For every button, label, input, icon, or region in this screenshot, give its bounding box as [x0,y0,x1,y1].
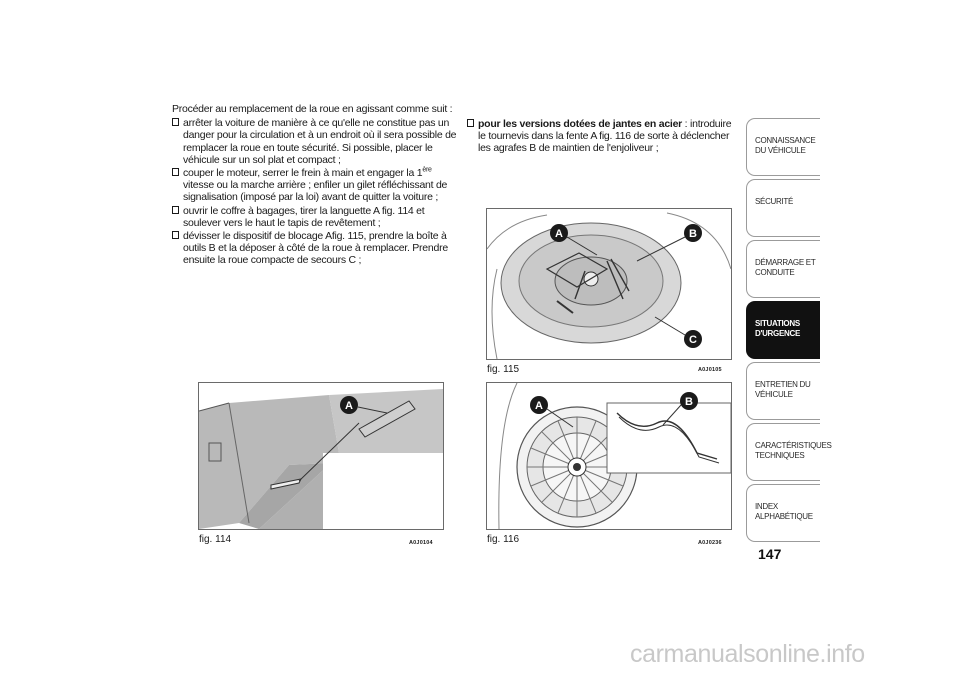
fig-116-caption: fig. 116 [487,534,520,545]
checkbox-bullet-icon [172,118,179,126]
callout-c: C [689,334,697,346]
fig-115-caption: fig. 115 [487,364,520,375]
trunk-illustration [199,383,443,529]
fig-115-code: A0J0105 [698,367,722,373]
tab-caracteristiques-techniques[interactable]: CARACTÉRISTIQUES TECHNIQUES [746,423,820,481]
tab-demarrage-et-conduite[interactable]: DÉMARRAGE ET CONDUITE [746,240,820,298]
left-text-column [172,103,457,268]
wheel-cover-illustration [487,383,731,529]
callout-b: B [685,396,693,408]
list-item: couper le moteur, serrer le frein à main et engager la 1ère vitesse ou la marche arrière ; enfiler un gilet réfléchissant de signalisation (imposé par la loi) avant de quitter la voiture ; [172,167,457,204]
procedure-list [172,117,457,266]
page-number: 147 [758,546,782,562]
checkbox-bullet-icon [467,119,474,127]
right-text-column [467,118,737,156]
fig-114-caption: fig. 114 [199,534,232,545]
tab-securite[interactable]: SÉCURITÉ [746,179,820,237]
watermark: carmanualsonline.info [630,640,865,668]
callout-a: A [345,400,353,412]
figure-116-wheel-cover [486,382,732,530]
checkbox-bullet-icon [172,206,179,214]
tab-connaissance-du-vehicule[interactable]: CONNAISSANCE DU VÉHICULE [746,118,820,176]
spare-wheel-illustration [487,209,731,359]
tab-situations-durgence[interactable]: SITUATIONS D'URGENCE [746,301,820,359]
procedure-list-continued [467,118,737,155]
checkbox-bullet-icon [172,231,179,239]
figure-114-trunk-mat [198,382,444,530]
tab-entretien-du-vehicule[interactable]: ENTRETIEN DU VÉHICULE [746,362,820,420]
list-item: pour les versions dotées de jantes en acier : introduire le tournevis dans la fente A fig. 116 de sorte à déclencher les agrafes B de maintien de l'enjoliveur ; [467,118,737,155]
list-item: ouvrir le coffre à bagages, tirer la languette A fig. 114 et soulever vers le haut le tapis de revêtement ; [172,205,457,229]
tab-index-alphabetique[interactable]: INDEX ALPHABÉTIQUE [746,484,820,542]
figure-115-spare-wheel [486,208,732,360]
callout-b: B [689,228,697,240]
fig-114-code: A0J0104 [409,540,433,546]
checkbox-bullet-icon [172,168,179,176]
list-item: arrêter la voiture de manière à ce qu'elle ne constitue pas un danger pour la circulation et à un endroit où il sera possible de remplacer la roue en toute sécurité. Si possible, placer le véhicule sur un sol plat et compact ; [172,117,457,166]
chapter-tabs [746,118,832,545]
intro-text: Procéder au remplacement de la roue en agissant comme suit : [172,103,453,115]
callout-a: A [535,400,543,412]
list-item: dévisser le dispositif de blocage Afig. 115, prendre la boîte à outils B et la déposer à côté de la roue à remplacer. Prendre ensuite la roue compacte de secours C ; [172,230,457,267]
callout-a: A [555,228,563,240]
fig-116-code: A0J0236 [698,540,722,546]
